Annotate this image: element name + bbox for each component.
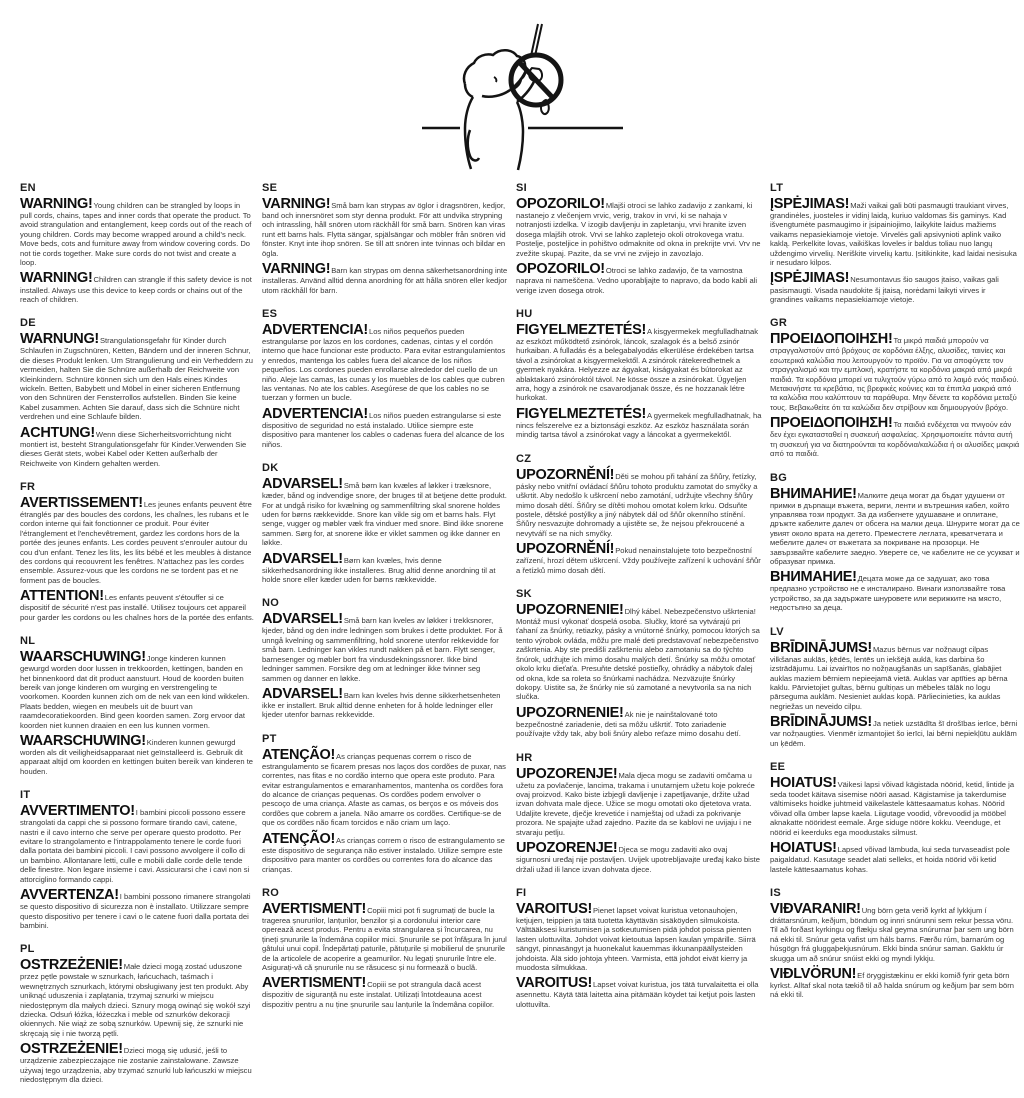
warning-text: Djeca se mogu zadaviti ako ovaj sigurnosni uređaj nije postavljen. Uvijek upotrebljavajte uređaj kako biste držali užad ili lance izvan dohvata djece. [516,845,760,874]
warning-text: Ung börn geta verið kyrkt af lykkjum í dráttarsnúrum, keðjum, böndum og innri snúrunni sem rekur þessa vöru. Til að forðast kyrkingu og flækju skal geyma snúrurnar þar sem ung börn ná ekki til. Snúrur geta vafist um háls barns. Færðu rúm, barnarúm og húsgögn frá gluggaþekjusnúrum. Ekki binda snúrur saman. Gakktu úr skugga um að snúrur snúist ekki og myndi lykkju. [770,905,1014,963]
warning-text: Dlhý kábel. Nebezpečenstvo uškrtenia! Montáž musí vykonať dospelá osoba. Slučky, ktoré sa vytvárajú pri ťahaní za šnúrky, retiazky, pásky a vnútorné šnúrky, pomocou ktorých sa tento výrobok ovláda, môžu pre malé deti predstavovať nebezpečenstvo zaškrtenia. Aby ste predišli zaškrteniu alebo zamotaniu sa do týchto šnúrok, udržujte ich mimo dosahu malých detí. Šnúrky sa môžu omotať okolo krku dieťaťa. Presuňte detské postieľky, ohrádky a nábytok ďalej od okna, kde sa roleta so šnúrkami nachádza. Nezväzujte šnúrky dokopy. Uistite sa, že šnúrky nie sú zamotané a nevytvorila sa na nich slučka. [516,607,760,702]
language-code: EE [770,761,786,773]
warning-text: Barn kan kveles hvis denne sikkerhetsenheten ikke er installert. Bruk alltid denne enheten for å holde ledninger eller kjeder utenfor barnas rekkevidde. [262,690,501,720]
language-code: GR [770,317,788,330]
warning-headline: WARNING! [20,196,93,212]
warning-paragraph [516,263,762,295]
warning-headline: ΠΡΟΕΙΔΟΠΟΙΗΣΗ! [770,415,893,432]
warning-paragraph [262,198,508,258]
warning-text: Ef öryggistækinu er ekki komið fyrir geta börn kyrkst. Alltaf skal nota tækið til að halda snúrum og keðjum þar sem börn ná ekki til. [770,971,1014,1000]
warning-text: Små barn kan kveles av løkker i trekksnorer, kjeder, bånd og den indre ledningen som brukes i dette produktet. For å unngå kvelning og sammenfiltring, hold snorene utenfor rekkevidde for små barn. Ledninger kan vikles rundt nakken på et barn. Flytt senger, barnesenger og møbler bort fra vindusdekningssnorer. Ikke bind ledninger sammen. Forsikre deg om at ledninger ikke tvinner seg sammen og danner en løkke. [262,616,503,683]
lang-section-no [262,597,508,719]
warning-paragraph [770,900,1020,963]
language-code: PL [20,943,35,956]
warning-paragraph [516,977,762,1009]
language-code: FI [516,886,527,899]
warning-text: Barn kan strypas om denna säkerhetsanordning inte installeras. Använd alltid denna anordning för att hålla snören eller kedjor utom räckhåll för barn. [262,266,508,295]
warning-headline: HOIATUS! [770,840,837,857]
warning-headline: ADVERTENCIA! [262,405,368,422]
warning-paragraph [20,590,254,622]
warning-text: Väikesi lapsi võivad kägistada nöörid, ketid, lintide ja seda toodet käitava sisemise nööri aasad. Kägistamise ja takerdumise vältimiseks hoidke juhtmeid väikelastele kättesaamatus kohas. Nöörid võivad olla ümber lapse kaela. Liigutage voodid, võrevoodid ja mööbel aknakatte nööridest eemale. Ärge siduge nööre kokku. Veenduge, et nöörid ei keerduks ega moodustaks silmust. [770,780,1015,837]
warning-headline: ADVERTENCIA! [262,321,368,338]
lang-section-lv [770,626,1020,748]
column-1 [20,182,254,1098]
warning-paragraph [770,417,1020,458]
warning-text: Jonge kinderen kunnen gewurgd worden door lussen in trekkoorden, kettingen, banden en het binnenkoord dat dit product aanstuurt. Houd de koorden buiten bereik van jonge kinderen om wurging en verstrengeling te voorkomen. Koorden kunnen zich om de nek van een kind wikkelen. Plaats bedden, wiegen en meubels uit de buurt van raamdecoratiekoorden. Bind geen koorden samen. Zorg ervoor dat koorden niet kunnen draaien en een lus kunnen vormen. [20,654,250,730]
warning-paragraph [20,651,254,730]
lang-section-bg [770,472,1020,613]
warning-text: Små barn kan strypas av öglor i dragsnören, kedjor, band och innersnöret som styr denna produkt. För att undvika strypning och intrassling, håll snören utom räckhåll för små barn. Snören kan viras runt ett barns hals. Flytta sängar, spjälsängar och möbler från snören vid fönster. Knyt inte ihop snören. Se till att snören inte tvinnas och bildar en ögla. [262,201,506,258]
warning-text: Kinderen kunnen gewurgd worden als dit veiligheidsapparaat niet geïnstalleerd is. Gebruik dit apparaat altijd om koorden en kettingen buiten bereik van kinderen te houden. [20,737,254,776]
warning-paragraph [20,889,254,930]
lang-section-ro [262,887,508,1009]
warning-paragraph [516,543,762,575]
lang-section-sk [516,588,762,739]
warning-paragraph [20,333,254,421]
lang-section-fi [516,887,762,1009]
language-code: CZ [516,452,532,465]
warning-paragraph [262,550,508,585]
child-cord-prohibition-illustration [420,22,625,174]
language-code: ES [262,307,278,320]
warning-text: Małe dzieci mogą zostać uduszone przez pętle powstałe w sznurkach, łańcuchach, taśmach i wewnętrznych sznurkach, którymi obsługiwany jest ten produkt. Aby uniknąć uduszenia i zaplątania, trzymaj sznurki w miejscu niedostępnym dla małych dzieci. Sznury mogą owinąć się wokół szyi dziecka. Odsuń łóżka, łóżeczka i meble od sznurków dekoracji okiennych. Nie wiąż ze sobą sznurków. Upewnij się, że sznurki nie skręcają się i nie tworzą pętli. [20,962,251,1038]
lang-section-hu [516,308,762,440]
warning-text: Copiii mici pot fi sugrumați de bucle la tragerea șnururilor, lanțurilor, benzilor și a cordonului interior care operează acest produs. Pentru a evita strangularea și încurcarea, nu țineți șnururile la îndemâna copiilor mici. Șnururile se pot înfășura în jurul gâtului unui copil. Îndepărtați paturile, pătuțurile și mobilierul de șnururile de la articolele de acoperire a geamurilor. Nu legați șnururile între ele. Asigurați-vă că șnururile nu se răsucesc și nu formează o buclă. [262,905,507,973]
language-code: SK [516,588,532,601]
warning-text: Lapsed võivad lämbuda, kui seda turvaseadist pole paigaldatud. Kasutage seadet alati selleks, et hoida nöörid või ketid lastele kättesaamatus kohas. [770,845,1010,874]
language-code: NO [262,597,280,610]
language-code: PT [262,732,277,745]
warning-paragraph [770,968,1020,1000]
warning-headline: ĮSPĖJIMAS! [770,196,850,212]
warning-headline: BRĪDINĀJUMS! [770,714,872,731]
warning-text: Maži vaikai gali būti pasmaugti traukiant virves, grandinėles, juosteles ir vidinį laidą, kuriuo valdomas šis gaminys. Kad išvengtumėte pasmaugimo ir įsipainiojimo, laikykite laidus mažiems vaikams nepasiekiamoje vietoje. Virvelės gali apsivynioti aplink vaiko kaklą. Perkelkite lovas, vaikiškas loveles ir baldus toliau nuo langų uždengimo virvelių. Neriškite virvelių kartu. Įsitikinkite, kad laidai nesisuka ir nesudaro kilpos. [770,201,1017,268]
warning-paragraph [262,830,508,874]
warning-headline: UPOZORNĚNÍ! [516,466,615,483]
warning-paragraph [516,765,762,837]
warning-text: Τα παιδιά ενδέχεται να πνιγούν εάν δεν έχει εγκατασταθεί η συσκευή ασφαλείας. Χρησιμοποιείτε πάντα αυτή τη συσκευή για να διατηρούνται τα κορδόνια/καλώδια ή οι αλυσίδες μακριά από τα παιδιά. [770,420,1020,459]
warning-headline: ADVARSEL! [262,550,343,567]
language-code: SI [516,182,527,194]
warning-paragraph [262,263,508,295]
warning-headline: UPOZORNĚNÍ! [516,541,615,558]
column-2 [262,182,508,1098]
warning-headline: VAROITUS! [516,975,592,992]
lang-section-nl [20,635,254,776]
warning-headline: UPOZORENJE! [516,765,618,782]
warning-paragraph [516,900,762,973]
warning-headline: ĮSPĖJIMAS! [770,270,850,287]
warning-text: Los niños pequeños pueden estrangularse por lazos en los cordones, cadenas, cintas y el cordón interno que hace funcionar este producto. Para evitar estrangulamientos y enredos, mantenga los cables fuera del alcance de los niños pequeños. Los cordones pueden enrollarse alrededor del cuello de un niño. Aleje las camas, las cunas y los muebles de los cables que cubren las ventanas. No ate los cables. Asegúrese de que los cables no se tuerzan y formen un bucle. [262,326,506,403]
warning-paragraph [516,405,762,440]
warning-text: Mlajši otroci se lahko zadavijo z zankami, ki nastanejo z vlečenjem vrvic, verig, trakov in vrvi, ki se nahaja v notranjosti izdelka. V izogib davljenju in zapletanju, vrvi hranite izven dosega mlajših otrok. Vrvi se lahko zapletejo okoli otrokovega vratu. Postelje, posteljice in pohištvo odmaknite od okna in prekrijte vrvi. Vrv ne zvežite skupaj. Pazite, da se vrvi ne zvijejo in zavozlajo. [516,201,761,258]
warning-headline: AVERTISMENT! [262,900,367,917]
warning-text: Ak nie je nainštalované toto bezpečnostné zariadenie, deti sa môžu uškrtiť. Toto zariadenie používajte vždy tak, aby boli šnúry alebo reťaze mimo dosahu detí. [516,709,741,739]
warning-paragraph [770,639,1020,711]
column-3 [516,182,762,1098]
warning-paragraph [262,405,508,449]
warning-headline: FIGYELMEZTETÉS! [516,405,647,422]
warning-paragraph [516,198,762,258]
warning-paragraph [262,321,508,403]
warning-paragraph [516,604,762,702]
warning-text: Lapset voivat kuristua, jos tätä turvalaitetta ei olla asennettu. Käytä tätä laitetta aina pitämään köydet tai ketjut pois lasten ulottuvilta. [516,980,759,1009]
warning-text: Los niños pueden estrangularse si este dispositivo de seguridad no está instalado. Utilice siempre este dispositivo para mantener los cables o cadenas fuera del alcance de los niños. [262,410,505,449]
warning-text: Les enfants peuvent s'étouffer si ce dispositif de sécurité n'est pas installé. Utilisez toujours cet appareil pour garder les cordons ou les chaînes hors de la portée des enfants. [20,593,254,622]
warning-headline: WARNUNG! [20,331,99,348]
lang-section-cz [516,453,762,575]
warning-paragraph [516,842,762,874]
lang-section-fr [20,481,254,622]
warning-headline: ACHTUNG! [20,424,95,441]
warning-headline: ADVARSEL! [262,685,343,702]
lang-section-se [262,182,508,295]
warning-paragraph [516,321,762,403]
warning-headline: OSTRZEŻENIE! [20,1041,123,1058]
warning-paragraph [770,198,1020,267]
language-code: HR [516,751,533,764]
warning-text: I bambini piccoli possono essere strangolati da cappi che si possono formare tirando cavi, catene, nastri e il cavo interno che serve per operare questo prodotto. Per evitare lo strangolamento e l'intrappolamento tenere le corde fuori dalla portata dei bambini piccoli. I cavi possono avvolgere il collo di un bambino. Allontanare letti, culle e mobili dalle corde delle tende delle finestre. Non legare insieme i cavi. Assicurarsi che i cavi non si attorciglino formando cappi. [20,808,250,884]
warning-text: I bambini possono rimanere strangolati se questo dispositivo di sicurezza non è installato. Utilizzare sempre questo dispositivo per tenere i cavi o le catene fuori dalla portata dei bambini. [20,892,251,930]
lang-section-is [770,887,1020,1000]
warning-text: Børn kan kvæles, hvis denne sikkerhedsanordning ikke installeres. Brug altid denne anordning til at holde snore eller kæder uden for børns rækkevidde. [262,555,496,585]
warning-paragraph [262,685,508,720]
warning-headline: OSTRZEŻENIE! [20,957,123,974]
warning-headline: WAARSCHUWING! [20,732,146,749]
language-code: FR [20,480,36,493]
warning-headline: WAARSCHUWING! [20,649,146,666]
lang-section-en [20,182,254,304]
lang-section-lt [770,182,1020,304]
warning-paragraph [262,900,508,973]
language-code: RO [262,886,280,899]
warning-text: As crianças correm o risco de estrangulamento se este dispositivo de segurança não estiver instalado. Utilize sempre este dispositivo para manter os cordões ou correntes fora do alcance das crianças. [262,835,505,874]
lang-section-hr [516,752,762,874]
language-code: IT [20,789,31,802]
warning-paragraph [516,466,762,538]
warning-headline: ATENÇÃO! [262,830,336,847]
warning-headline: AVVERTENZA! [20,887,119,904]
warning-text: Otroci se lahko zadavijo, če ta varnostna naprava ni nameščena. Vedno uporabljajte to napravo, da bodo kabli ali verige izven dosega otrok. [516,266,758,295]
warning-headline: WARNING! [20,270,93,287]
warning-headline: AVERTISMENT! [262,975,367,992]
warning-paragraph [20,1043,254,1084]
warning-headline: VIÐLVÖRUN! [770,966,857,983]
warning-text: A gyermekek megfulladhatnak, ha nincs felszerelve ez a biztonsági eszköz. Az eszköz használata során mindig tartsa távol a zsinórokat vagy a láncokat a gyermekektől. [516,410,762,440]
language-code: LT [770,182,784,194]
warning-paragraph [262,613,508,682]
language-code: DE [20,317,36,330]
warning-text: Малките деца могат да бъдат удушени от примки в дърпащи въжета, вериги, ленти и вътрешния кабел, който управлява този продукт. За да избегнете удушаване и оплитане, дръжте кабелите далеч от обсега на малки деца. Шнурите могат да се увият около врата на детето. Преместете леглата, креватчетата и мебелите далеч от въжетата за покриване на прозорци. Не завързвайте кабелите заедно. Уверете се, че кабелите не се усукват и образуват примка. [770,490,1020,566]
language-code: BG [770,471,788,484]
warning-headline: ADVARSEL! [262,611,343,628]
language-columns [20,182,1020,1098]
lang-section-de [20,317,254,468]
warning-headline: ВНИМАНИЕ! [770,569,857,586]
warning-headline: OPOZORILO! [516,196,605,212]
warning-headline: ATTENTION! [20,588,104,605]
warning-headline: BRĪDINĀJUMS! [770,639,872,656]
warning-paragraph [262,478,508,547]
warning-paragraph [20,959,254,1038]
lang-section-si [516,182,762,295]
warning-paragraph [770,716,1020,748]
language-code: NL [20,635,36,648]
warning-paragraph [262,977,508,1009]
lang-section-gr [770,317,1020,458]
lang-section-pl [20,943,254,1084]
warning-paragraph [770,842,1020,874]
warning-headline: ΠΡΟΕΙΔΟΠΟΙΗΣΗ! [770,331,893,348]
warning-paragraph [770,333,1020,412]
warning-text: Les jeunes enfants peuvent être étranglés par des boucles des cordons, les chaînes, les rubans et le cordon interne qui fait fonctionner ce produit. Pour éviter l'étranglement et l'enchevêtrement, gardez les cordons hors de la portée des jeunes enfants. Les cordes peuvent s'enrouler autour du cou d'un enfant. Tenez les lits, les lits bébé et les meubles à distance des cordons qui recouvrent les fenêtres. N'attachez pas les cordes ensemble. Assurez-vous que les cordons ne se tordent pas et ne forment pas de boucles. [20,499,252,585]
language-code: LV [770,625,784,638]
illustration-svg [420,22,625,174]
warning-headline: UPOZORENJE! [516,840,618,857]
warning-headline: AVVERTIMENTO! [20,803,135,820]
lang-section-dk [262,462,508,584]
warning-paragraph [20,424,254,468]
warning-headline: HOIATUS! [770,775,837,791]
warning-paragraph [770,571,1020,612]
lang-section-ee [770,761,1020,874]
language-code: IS [770,886,781,899]
warning-headline: ВНИМАНИЕ! [770,485,857,502]
warning-headline: UPOZORNENIE! [516,704,624,721]
language-code: EN [20,182,36,194]
column-4 [770,182,1020,1098]
warning-text: Децата може да се задушат, ако това предпазно устройство не е инсталирано. Винаги използвайте това устройство, за да задържате шнуровете или верижките на място, недостъпно за деца. [770,574,1006,613]
language-code: HU [516,307,533,320]
warning-paragraph [770,272,1020,304]
warning-text: Copiii se pot strangula dacă acest dispozitiv de siguranță nu este instalat. Utilizați întotdeauna acest dispozitiv pentru a nu ține șnururile sau lanțurile la îndemâna copiilor. [262,980,495,1009]
warning-text: Strangulationsgefahr für Kinder durch Schlaufen in Zugschnüren, Ketten, Bändern und der inneren Schnur, die dieses Produkt lenken. Um Strangulierung und ein Verheddern zu vermeiden, halten Sie die Schnüre außerhalb der Reichweite von Kleinkindern. Schnüre können sich um den Hals eines Kindes wickeln. Betten, Babybett und Möbel in einer sicheren Entfernung von den Schnüren der Fensterrollos aufstellen. Binden Sie keine Kabel zusammen. Achten Sie darauf, dass sich die Schnüre nicht verdrehen und eine Schlaufe bilden. [20,336,254,422]
warning-text: Young children can be strangled by loops in pull cords, chains, tapes and inner cords that operate the product. To avoid strangulation and entanglement, keep cords out of the reach of young children. Cords may become wrapped around a child's neck. Move beds, cots and furniture away from window covering cords. Do not tie cords together. Make sure cords do not twist and create a loop. [20,201,252,268]
warning-text: Wenn diese Sicherheitsvorrichtung nicht montiert ist, besteht Strangulationsgefahr für Kinder.Verwenden Sie dieses Gerät stets, wobei Kabel oder Ketten außerhalb der Reichweite von Kindern gehalten werden. [20,429,247,468]
warning-text: Dzieci mogą się udusić, jeśli to urządzenie zabezpieczające nie zostanie zainstalowane. Zawsze używaj tego urządzenia, aby trzymać sznurki lub łańcuszki w miejscu niedostępnym dla dzieci. [20,1046,252,1085]
warning-paragraph [770,485,1020,567]
language-code: DK [262,462,279,475]
warning-headline: ADVARSEL! [262,476,343,493]
warning-text: Τα μικρά παιδιά μπορούν να στραγγαλιστούν από βρόχους σε κορδόνια έλξης, αλυσίδες, ταινίες και εσωτερικά καλώδια που λειτουργούν το προϊόν. Για να αποφύγετε τον στραγγαλισμό και την εμπλοκή, κρατήστε τα κορδόνια μακριά από μικρά παιδιά. Τα κορδόνια μπορεί να τυλιχτούν γύρω από το λαιμό ενός παιδιού. Μετακινήστε τα κρεβάτια, τις βρεφικές κούνιες και τα έπιπλα μακριά από τα καλώδια που καλύπτουν τα παράθυρα. Μην δένετε τα κορδόνια μεταξύ τους. Βεβαιωθείτε ότι τα καλώδια δεν στρίβουν και δημιουργούν βρόχο. [770,336,1019,412]
warning-text: Pienet lapset voivat kuristua vetonauhojen, ketjujen, teippien ja tätä tuotetta käyttävän sisäköyden silmukoista. Välttääksesi kuristumisen ja sotkeutumisen pidä johdot poissa pienten lasten ulottuvilta. Johdot voivat kietoutua lapsen kaulan ympärille. Siirrä sängyt, pinnasängyt ja huonekalut kauemmas ikkunanpäällysteiden johdoista. Älä sido johtoja yhteen. Varmista, että johdot eivät kierry ja muodosta silmukkaa. [516,905,756,973]
lang-section-it [20,789,254,930]
warning-text: Mala djeca mogu se zadaviti omčama u užetu za povlačenje, lancima, trakama i unutarnjem užetu koje pokreće ovaj proizvod. Kako biste izbjegli davljenje i zapetljavanje, držite užad izvan dohvata male djece. Užice se mogu omotati oko djetetova vrata. Udaljite krevete, dječje krevetiće i namještaj od užadi za pokrivanje prozora. Ne spajajte užad zajedno. Pazite da se kablovi ne uvijaju i ne stvaraju petlju. [516,770,755,837]
warning-headline: VARNING! [262,196,331,212]
warning-headline: VARNING! [262,261,331,278]
warning-text: Děti se mohou při tahání za šňůry, řetízky, pásky nebo vnitřní ovládací šňůru tohoto produktu zamotat do smyčky a uškrtit. Aby nedošlo k uškrcení nebo zamotání, udržujte všechny šňůry mimo dosah dětí. Šňůry se dítěti mohou omotat kolem krku. Odsuňte postele, dětské postýlky a jiný nábytek dál od šňůr okenního stínění. Šňůry nesvazujte dohromady a ujistěte se, že nejsou překroucené a nevytváří se na nich smyčky. [516,471,758,538]
warning-paragraph [20,805,254,884]
warning-text: Nesumontavus šio saugos įtaiso, vaikas gali pasismaugti. Visada naudokite šį įtaisą, norėdami laikyti virves ir grandines vaikams nepasiekiamoje vietoje. [770,275,999,304]
warning-paragraph [20,198,254,267]
warning-paragraph [770,777,1020,837]
warning-headline: OPOZORILO! [516,261,605,278]
warning-paragraph [516,704,762,739]
warning-text: Children can strangle if this safety device is not installed. Always use this device to keep cords or chains out of the reach of children. [20,275,252,304]
warning-text: Små børn kan kvæles af løkker i træksnore, kæder, bånd og indvendige snore, der bruges til at betjene dette produkt. For at undgå risiko for kvælning og sammenfiltring skal snorene holdes uden for børns rækkevidde. Snore kan vikle sig om et barns hals. Flyt senge, vugger og møbler væk fra vinduer med snore. Bind ikke snorene sammen. Sørg for, at snorene ikke er viklet sammen og ikke danner en løkke. [262,481,507,548]
warning-text: A kisgyermekek megfulladhatnak az eszközt működtető zsinórok, láncok, szalagok és a belső zsinór hurkaiban. A fulladás és a belegabalyodás elkerülése érdekében tartsa távol a zsinórokat a kisgyermekektől. A zsinórok rátekeredhetnek a gyermek nyakára. Helyezze az ágyakat, kiságyakat és bútorokat az ablaktakaró zsinóroktól távol. Ne kösse össze a zsinórokat. Ügyeljen arra, hogy a zsinórok ne csavarodjanak össze, és ne hozzanak létre hurkokat. [516,326,759,403]
warning-headline: VAROITUS! [516,900,592,917]
warning-headline: ATENÇÃO! [262,746,336,763]
warning-text: Ja netiek uzstādīta šī drošības ierīce, bērni var nožņaugties. Vienmēr izmantojiet šo ierīci, lai bērni nepiekļūtu auklām un ķēdēm. [770,719,1018,748]
warning-headline: UPOZORNENIE! [516,602,624,619]
warning-paragraph [20,732,254,776]
lang-section-pt [262,733,508,874]
warning-paragraph [262,746,508,828]
warning-text: Pokud nenainstalujete toto bezpečnostní zařízení, hrozí dětem uškrcení. Vždy používejte zařízení k uchování šňůr a řetízků mimo dosah dětí. [516,546,761,575]
warning-text: Mazus bērnus var nožņaugt cilpas vilkšanas auklās, ķēdēs, lentēs un iekšējā auklā, kas darbina šo izstrādājumu. Lai izvairītos no nožņaugšanās un sapīšanās, glabājiet auklas maziem bērniem nepieejamā vietā. Auklas var aptīties ap bērna kaklu. Pārvietojiet gultas, bērnu gultiņas un mēbeles tālāk no logu pārseguma auklām. Nesieniet auklas kopā. Pārliecinieties, ka auklas negriežas un neveido cilpu. [770,644,1008,711]
warning-headline: VIÐVARANIR! [770,900,861,917]
language-code: SE [262,182,278,194]
warning-paragraph [20,494,254,585]
warning-headline: AVERTISSEMENT! [20,494,143,511]
warning-text: As crianças pequenas correm o risco de estrangulamento se ficarem presas nos laços dos cordões de puxar, nas correntes, nas fitas e no cordão interno que opera este produto. Para evitar estrangulamentos e emaranhamentos, mantenha os cordões fora do alcance de crianças pequenas. Os cordões podem envolver o pescoço de uma criança. Afaste as camas, os berços e os móveis dos cordões que cobrem a janela. Não amarre os cordões. Certifique-se de que os cordões não ficam torcidos e não criam um laço. [262,751,506,828]
warning-paragraph [20,272,254,304]
lang-section-es [262,308,508,449]
warning-headline: FIGYELMEZTETÉS! [516,321,647,338]
